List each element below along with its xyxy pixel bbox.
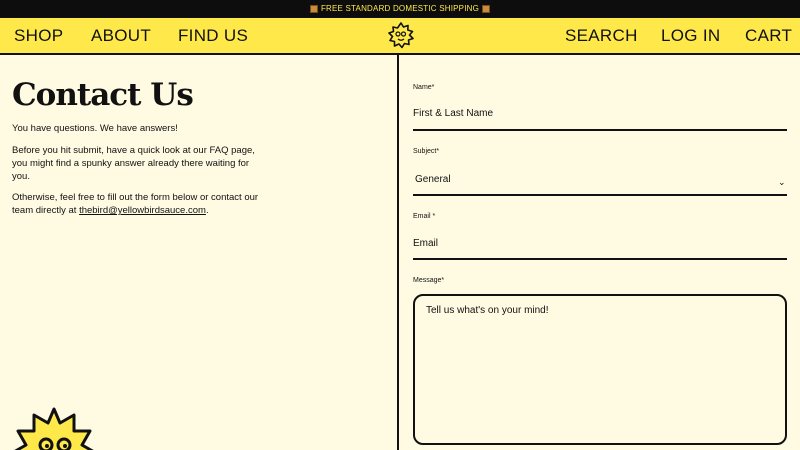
nav-find-us[interactable]: FIND US — [178, 26, 249, 45]
contact-form — [401, 55, 800, 450]
intro-panel — [0, 55, 399, 450]
main-nav — [0, 17, 800, 55]
nav-about[interactable]: ABOUT — [91, 26, 152, 45]
nav-search[interactable]: SEARCH — [565, 26, 638, 45]
message-placeholder: Tell us what's on your mind! — [426, 305, 549, 316]
sun-face-logo-icon[interactable] — [387, 22, 415, 50]
intro-text: You have questions. We have answers! — [12, 123, 178, 134]
name-input[interactable]: First & Last Name — [413, 108, 494, 119]
nav-cart[interactable]: CART — [745, 26, 793, 45]
subject-select[interactable]: General — [415, 174, 451, 185]
name-label: Name* — [413, 84, 435, 91]
page-title: Contact Us — [12, 77, 193, 113]
email-label: Email * — [413, 213, 436, 220]
contact-text — [12, 191, 262, 217]
message-label: Message* — [413, 277, 445, 284]
announcement-text: FREE STANDARD DOMESTIC SHIPPING — [320, 4, 480, 13]
name-underline — [413, 129, 787, 131]
package-icon — [482, 5, 490, 13]
nav-shop[interactable]: SHOP — [14, 26, 64, 45]
message-textarea[interactable] — [413, 294, 787, 445]
chevron-down-icon[interactable]: ⌄ — [778, 177, 786, 187]
contact-text-lead: Otherwise, feel free to fill out the form below or contact our team directly at — [12, 192, 259, 216]
subject-label: Subject* — [413, 148, 440, 155]
email-input[interactable]: Email — [413, 238, 439, 249]
faq-text: Before you hit submit, have a quick look at our FAQ page, you might find a spunky answer already there waiting for you. — [12, 145, 255, 182]
nav-log-in[interactable]: LOG IN — [661, 26, 721, 45]
package-icon — [310, 5, 318, 13]
contact-text-end: . — [205, 205, 209, 216]
sun-mascot-icon — [8, 405, 100, 450]
announcement-bar — [0, 0, 800, 17]
email-link[interactable]: thebird@yellowbirdsauce.com — [79, 205, 206, 216]
email-underline — [413, 258, 787, 260]
subject-underline — [413, 194, 787, 196]
